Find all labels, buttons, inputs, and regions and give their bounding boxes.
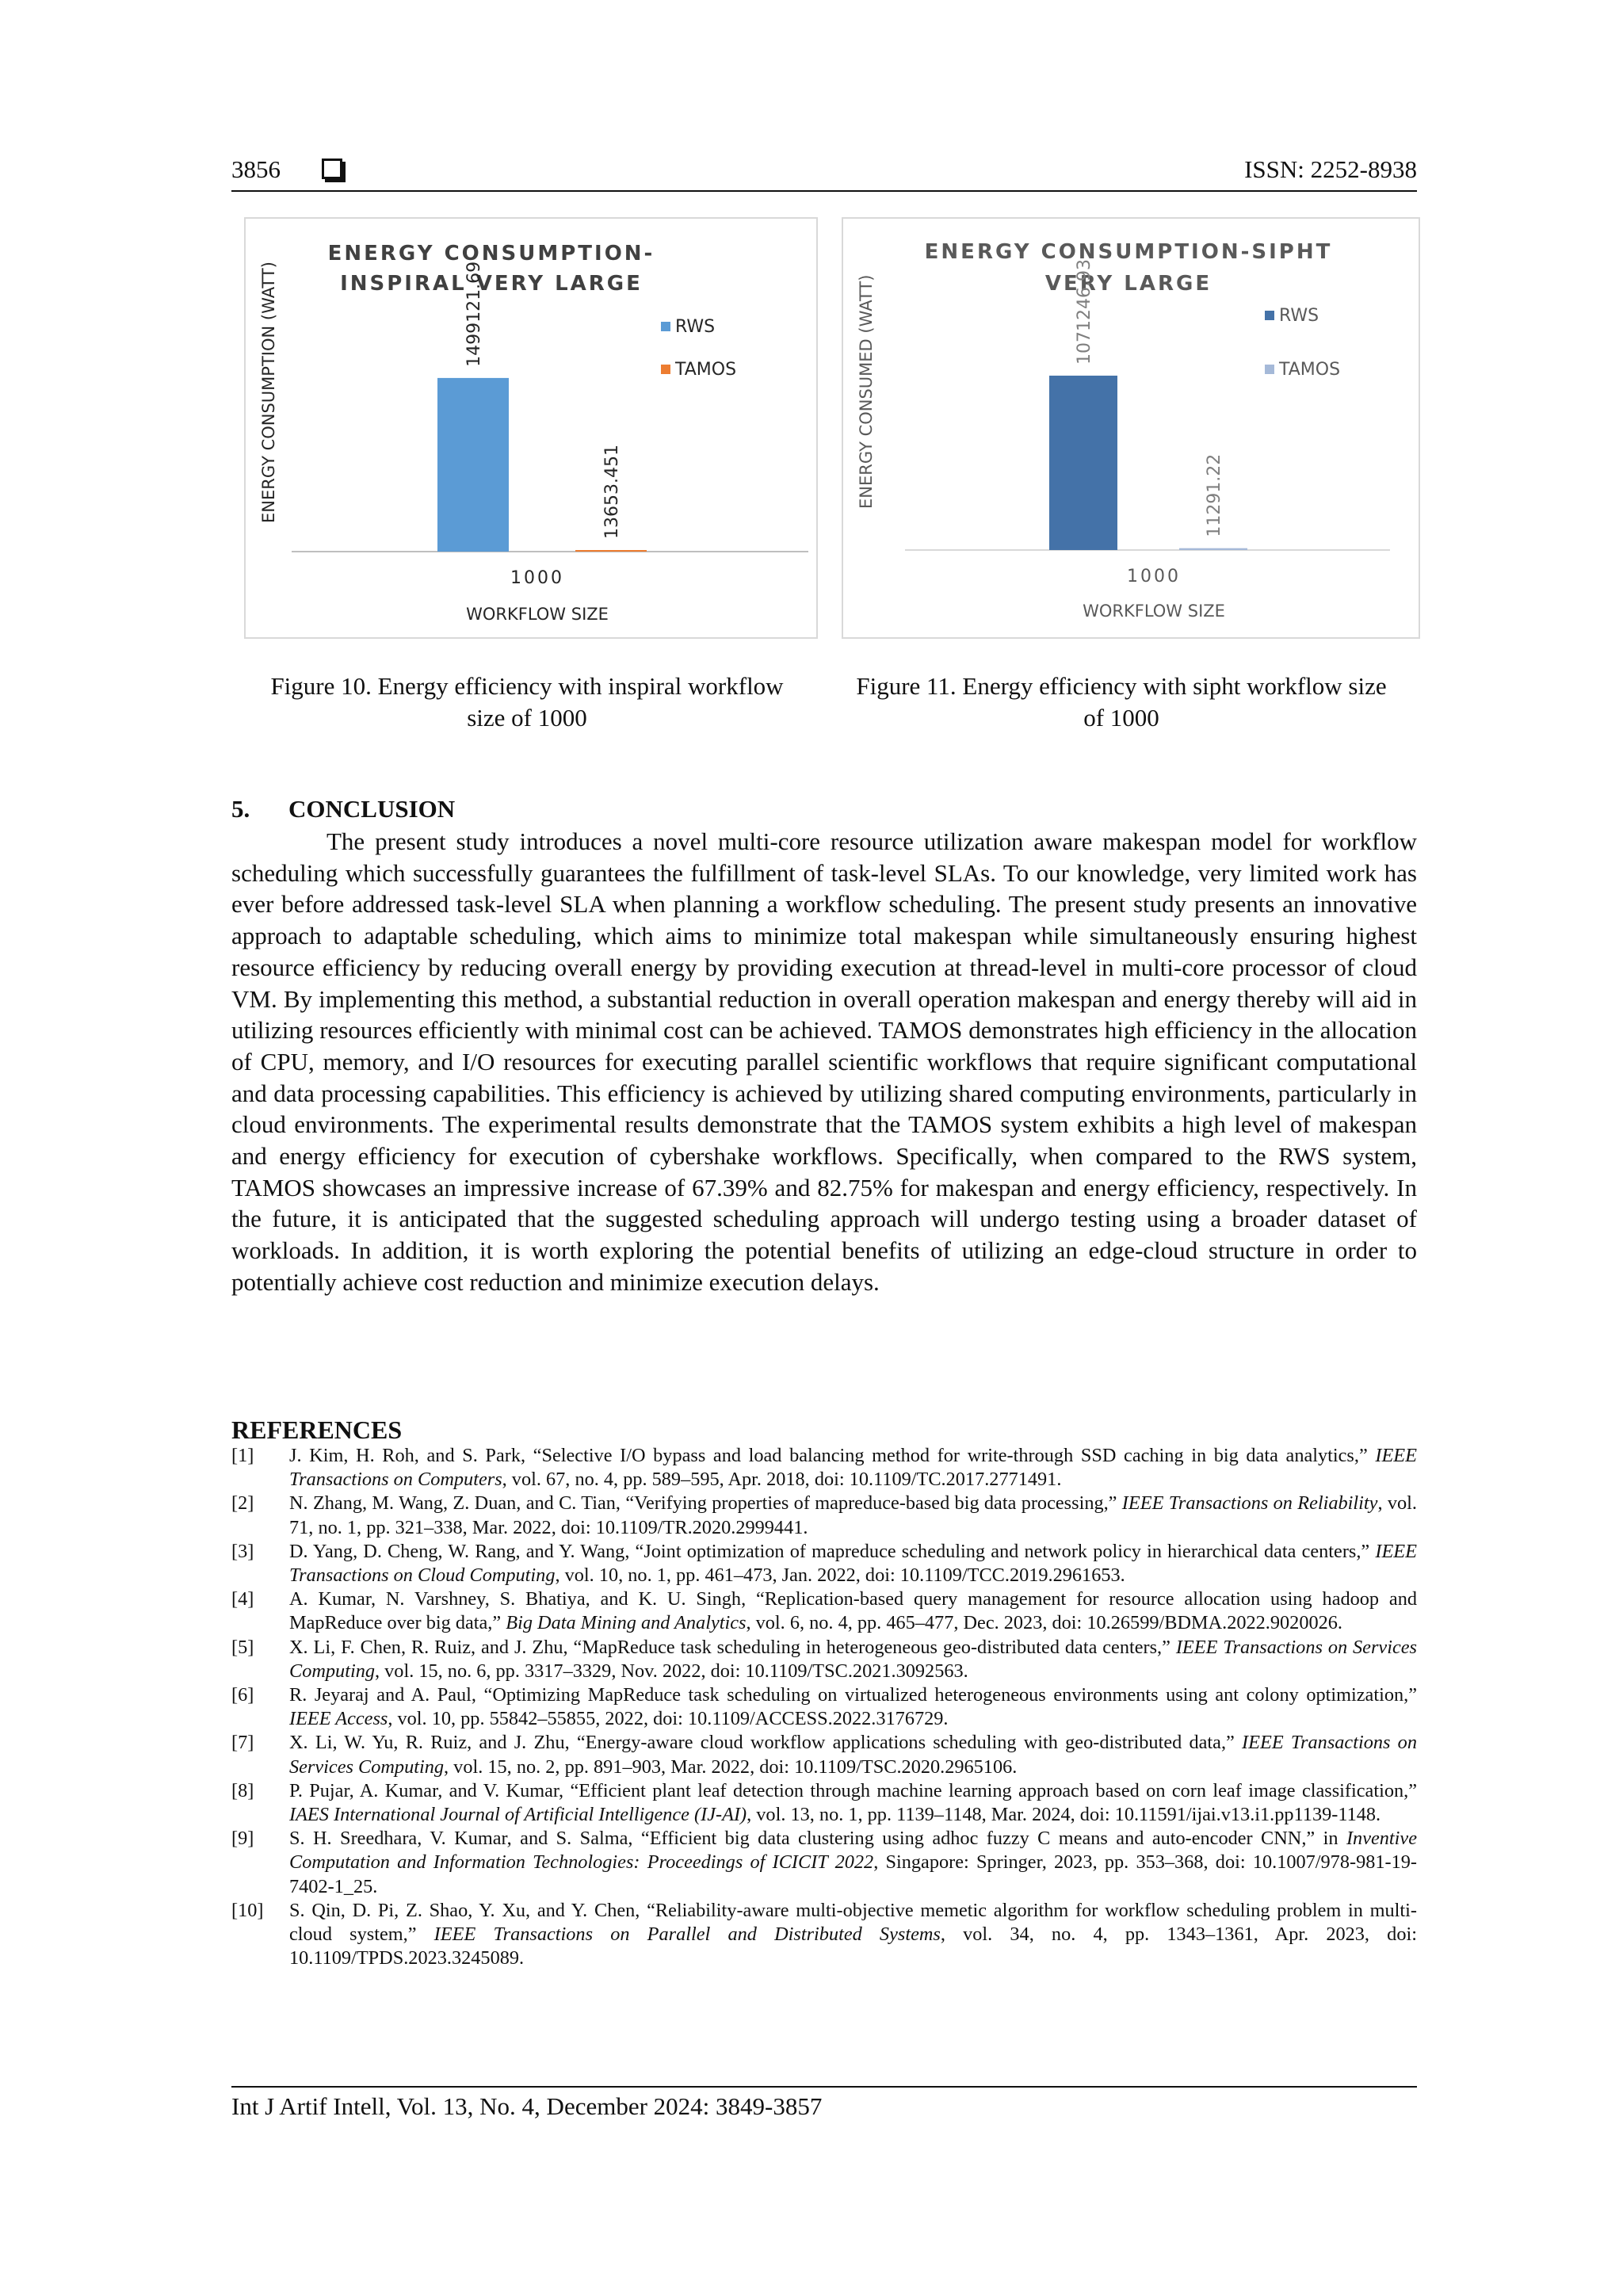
legend-label-rws: RWS: [1279, 306, 1319, 326]
reference-number: [3]: [231, 1540, 254, 1562]
reference-details: , vol. 67, no. 4, pp. 589–595, Apr. 2018, doi: 10.1109/TC.2017.2771491.: [502, 1469, 1062, 1491]
reference-item: [231, 1899, 1417, 1971]
reference-text: P. Pujar, A. Kumar, and V. Kumar, “Efficient plant leaf detection through machine learning approach based on corn leaf image classification,”: [289, 1779, 1417, 1801]
chart-title-line2: VERY LARGE: [1044, 272, 1212, 296]
reference-details: , vol. 34, no. 4, pp. 1343–1361, Apr. 2023, doi: 10.1109/TPDS.2023.3245089.: [289, 1924, 1417, 1969]
reference-journal: Big Data Mining and Analytics: [506, 1612, 747, 1634]
issn: ISSN: 2252-8938: [1244, 155, 1417, 183]
reference-number: [7]: [231, 1732, 254, 1754]
reference-details: , vol. 10, pp. 55842–55855, 2022, doi: 10.1109/ACCESS.2022.3176729.: [388, 1708, 949, 1730]
reference-number: [4]: [231, 1588, 254, 1610]
reference-item: [231, 1587, 1417, 1635]
bar-tamos: [575, 550, 647, 552]
chart-title-line1: ENERGY CONSUMPTION-: [327, 242, 655, 266]
figure-10-caption: Figure 10. Energy efficiency with inspiral workflow size of 1000: [270, 672, 784, 732]
references-heading: REFERENCES: [231, 1415, 403, 1444]
reference-number: [5]: [231, 1636, 254, 1658]
legend-swatch-tamos: [661, 365, 670, 374]
reference-journal: IEEE Transactions on Reliability: [1121, 1492, 1378, 1515]
legend-label-rws: RWS: [675, 317, 716, 337]
reference-text: S. Qin, D. Pi, Z. Shao, Y. Xu, and Y. Chen, “Reliability-aware multi-objective memetic algorithm for workflow scheduling problem in multi-cloud system,”: [289, 1899, 1417, 1946]
reference-item: [231, 1731, 1417, 1778]
y-axis-label: ENERGY CONSUMED (WATT): [857, 274, 876, 509]
reference-item: [231, 1444, 1417, 1492]
reference-number: [1]: [231, 1445, 254, 1466]
reference-text: D. Yang, D. Cheng, W. Rang, and Y. Wang, “Joint optimization of mapreduce scheduling and network policy in hierarchical data centers,”: [289, 1540, 1376, 1562]
reference-details: , vol. 13, no. 1, pp. 1139–1148, Mar. 2024, doi: 10.11591/ijai.v13.i1.pp1139-1148.: [747, 1804, 1381, 1826]
reference-text: N. Zhang, M. Wang, Z. Duan, and C. Tian, “Verifying properties of mapreduce-based big data processing,”: [289, 1492, 1122, 1515]
page-number: 3856: [231, 155, 281, 183]
page-footer: Int J Artif Intell, Vol. 13, No. 4, December 2024: 3849-3857: [231, 2092, 823, 2120]
chart-title-line2: INSPIRAL VERY LARGE: [340, 272, 643, 296]
x-axis-label: WORKFLOW SIZE: [1083, 602, 1225, 621]
reference-text: A. Kumar, N. Varshney, S. Bhatiya, and K. U. Singh, “Replication-based query management for resource allocation using hadoop and MapReduce over big data,”: [289, 1588, 1417, 1634]
reference-journal: IEEE Transactions on Parallel and Distributed Systems: [433, 1924, 941, 1946]
chart-svg-10: [246, 219, 816, 637]
page-header: [231, 155, 1417, 187]
header-rule: [231, 190, 1417, 192]
reference-number: [9]: [231, 1828, 254, 1850]
reference-text: R. Jeyaraj and A. Paul, “Optimizing MapReduce task scheduling on virtualized heterogeneous environments using ant colony optimization,”: [289, 1684, 1417, 1706]
data-label-tamos: 11291.22: [1205, 453, 1224, 537]
reference-journal: IEEE Access: [289, 1708, 388, 1730]
section-heading: [231, 795, 455, 823]
y-axis-label: ENERGY CONSUMPTION (WATT): [259, 262, 278, 523]
figure-11-chart: [842, 217, 1420, 639]
reference-item: [231, 1636, 1417, 1683]
legend-swatch-rws: [661, 322, 670, 331]
reference-item: [231, 1683, 1417, 1731]
reference-item: [231, 1827, 1417, 1899]
chart-svg-11: [843, 219, 1419, 637]
chart-title-line1: ENERGY CONSUMPTION-SIPHT: [924, 240, 1333, 264]
reference-number: [2]: [231, 1492, 254, 1515]
reference-text: X. Li, W. Yu, R. Ruiz, and J. Zhu, “Energy-aware cloud workflow applications scheduling with geo-distributed data,”: [289, 1732, 1243, 1754]
reference-details: , vol. 6, no. 4, pp. 465–477, Dec. 2023, doi: 10.26599/BDMA.2022.9020026.: [746, 1612, 1342, 1634]
bar-rws: [1049, 376, 1117, 550]
bar-rws: [437, 378, 509, 552]
section-number: 5.: [231, 795, 250, 823]
reference-details: , Singapore: Springer, 2023, pp. 353–368, doi: 10.1007/978-981-19-7402-1_25.: [289, 1851, 1417, 1897]
reference-number: [8]: [231, 1779, 254, 1801]
x-axis-label: WORKFLOW SIZE: [466, 605, 609, 624]
legend-swatch-tamos: [1265, 365, 1274, 374]
reference-item: [231, 1492, 1417, 1539]
reference-item: [231, 1540, 1417, 1587]
reference-journal: IEEE Transactions on Cloud Computing: [289, 1540, 1417, 1587]
conclusion-paragraph: The present study introduces a novel multi-core resource utilization aware makespan model for workflow scheduling which successfully guarantees the fulfillment of task-level SLAs. To our knowledge, very limited work has ever before addressed task-level SLA when planning a workflow scheduling. The present study presents an innovative approach to adaptable scheduling, which aims to minimize total makespan while simultaneously ensuring highest resource efficiency by reducing overall energy by providing execution at thread-level in multi-core processor of cloud VM. By implementing this method, a substantial reduction in overall operation makespan and energy thereby will aid in utilizing resources efficiently with minimal cost can be achieved. TAMOS demonstrates high efficiency in the allocation of CPU, memory, and I/O resources for executing parallel scientific workflows that require significant computational and data processing capabilities. This efficiency is achieved by utilizing shared computing environments, particularly in cloud environments. The experimental results demonstrate that the TAMOS system exhibits a high level of makespan and energy efficiency for execution of cybershake workflows. Specifically, when compared to the RWS system, TAMOS showcases an impressive increase of 67.39% and 82.75% for makespan and energy efficiency, respectively. In the future, it is anticipated that the suggested scheduling approach will undergo testing using a broader dataset of workloads. In addition, it is worth exploring the potential benefits of utilizing an edge-cloud structure in order to potentially achieve cost reduction and minimize execution delays.: [231, 827, 1417, 1296]
square-bullet-icon: [322, 159, 342, 179]
data-label-tamos: 13653.451: [602, 445, 622, 539]
reference-details: , vol. 71, no. 1, pp. 321–338, Mar. 2022, doi: 10.1109/TR.2020.2999441.: [289, 1492, 1417, 1538]
reference-details: , vol. 10, no. 1, pp. 461–473, Jan. 2022, doi: 10.1109/TCC.2019.2961653.: [555, 1564, 1125, 1587]
reference-text: J. Kim, H. Roh, and S. Park, “Selective I/O bypass and load balancing method for write-through SSD caching in big data analytics,”: [289, 1445, 1376, 1466]
legend-label-tamos: TAMOS: [1279, 360, 1341, 380]
footer-rule: [231, 2086, 1417, 2088]
legend-label-tamos: TAMOS: [675, 360, 737, 380]
x-tick-label: 1000: [510, 568, 564, 588]
reference-journal: IEEE Transactions on Services Computing: [289, 1732, 1417, 1778]
reference-journal: IEEE Transactions on Computers: [289, 1445, 1417, 1491]
reference-details: , vol. 15, no. 6, pp. 3317–3329, Nov. 2022, doi: 10.1109/TSC.2021.3092563.: [375, 1660, 968, 1682]
reference-journal: IEEE Transactions on Services Computing: [289, 1636, 1417, 1682]
reference-list: [231, 1444, 1417, 1970]
figure-11-caption: Figure 11. Energy efficiency with sipht workflow size of 1000: [856, 672, 1387, 732]
reference-journal: Inventive Computation and Information Technologies: Proceedings of ICICIT 2022: [289, 1828, 1417, 1874]
reference-number: [10]: [231, 1899, 264, 1921]
reference-details: , vol. 15, no. 2, pp. 891–903, Mar. 2022, doi: 10.1109/TSC.2020.2965106.: [444, 1755, 1018, 1778]
reference-number: [6]: [231, 1684, 254, 1706]
bar-tamos: [1179, 548, 1247, 550]
x-tick-label: 1000: [1127, 567, 1181, 586]
section-title: CONCLUSION: [288, 795, 456, 823]
reference-item: [231, 1779, 1417, 1827]
figure-10-chart: [244, 217, 818, 639]
data-label-rws: 1071246.93: [1075, 258, 1094, 365]
reference-text: X. Li, F. Chen, R. Ruiz, and J. Zhu, “MapReduce task scheduling in heterogeneous geo-distributed data centers,”: [289, 1636, 1176, 1658]
data-label-rws: 1499121.69: [464, 261, 484, 367]
legend-swatch-rws: [1265, 311, 1274, 320]
reference-journal: IAES International Journal of Artificial Intelligence (IJ-AI): [289, 1804, 747, 1826]
reference-text: S. H. Sreedhara, V. Kumar, and S. Salma, “Efficient big data clustering using adhoc fuzzy C means and auto-encoder CNN,” in: [289, 1828, 1346, 1850]
